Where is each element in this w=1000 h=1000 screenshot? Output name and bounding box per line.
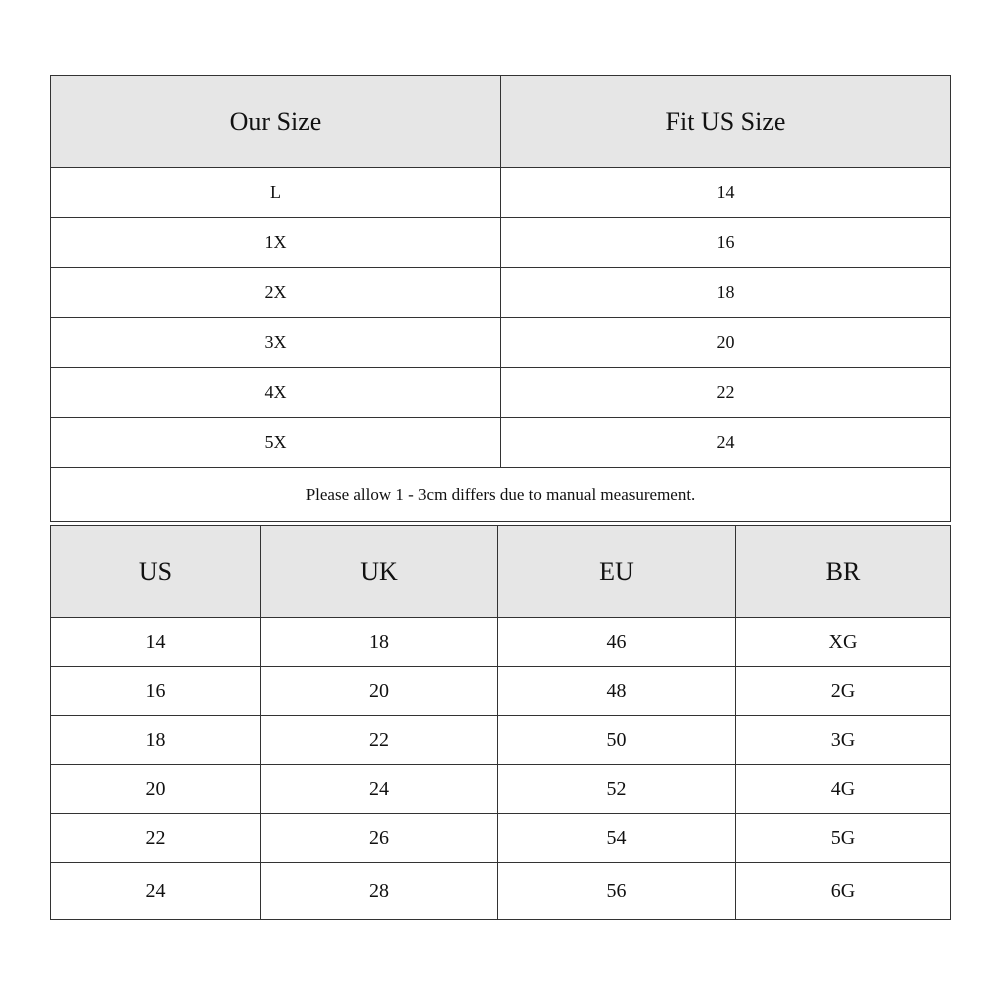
uk-cell: 24: [261, 765, 498, 814]
uk-cell: 26: [261, 814, 498, 863]
our-size-cell: L: [51, 168, 501, 218]
eu-cell: 46: [498, 618, 736, 667]
our-size-cell: 4X: [51, 368, 501, 418]
us-cell: 22: [51, 814, 261, 863]
header-fit-us-size: Fit US Size: [501, 76, 951, 168]
table-row: [51, 368, 951, 418]
eu-cell: 56: [498, 863, 736, 920]
header-eu: EU: [498, 526, 736, 618]
eu-cell: 50: [498, 716, 736, 765]
measurement-note: Please allow 1 - 3cm differs due to manual measurement.: [51, 468, 951, 522]
br-cell: 3G: [736, 716, 951, 765]
size-conversion-table: [50, 525, 951, 920]
us-cell: 16: [51, 667, 261, 716]
us-cell: 24: [51, 863, 261, 920]
size-table-header-row: [51, 76, 951, 168]
header-uk: UK: [261, 526, 498, 618]
size-fit-table: [50, 75, 951, 522]
our-size-cell: 2X: [51, 268, 501, 318]
uk-cell: 20: [261, 667, 498, 716]
table-row: [51, 814, 951, 863]
uk-cell: 22: [261, 716, 498, 765]
eu-cell: 54: [498, 814, 736, 863]
us-cell: 14: [51, 618, 261, 667]
eu-cell: 52: [498, 765, 736, 814]
fit-us-size-cell: 24: [501, 418, 951, 468]
fit-us-size-cell: 22: [501, 368, 951, 418]
br-cell: XG: [736, 618, 951, 667]
fit-us-size-cell: 18: [501, 268, 951, 318]
table-row: [51, 618, 951, 667]
table-row: [51, 168, 951, 218]
br-cell: 6G: [736, 863, 951, 920]
our-size-cell: 1X: [51, 218, 501, 268]
conversion-header-row: [51, 526, 951, 618]
br-cell: 4G: [736, 765, 951, 814]
table-row: [51, 268, 951, 318]
our-size-cell: 5X: [51, 418, 501, 468]
header-br: BR: [736, 526, 951, 618]
header-us: US: [51, 526, 261, 618]
br-cell: 2G: [736, 667, 951, 716]
fit-us-size-cell: 16: [501, 218, 951, 268]
us-cell: 18: [51, 716, 261, 765]
fit-us-size-cell: 14: [501, 168, 951, 218]
table-row: [51, 716, 951, 765]
table-row: [51, 765, 951, 814]
header-our-size: Our Size: [51, 76, 501, 168]
br-cell: 5G: [736, 814, 951, 863]
table-row: [51, 218, 951, 268]
us-cell: 20: [51, 765, 261, 814]
uk-cell: 28: [261, 863, 498, 920]
table-row: [51, 318, 951, 368]
uk-cell: 18: [261, 618, 498, 667]
eu-cell: 48: [498, 667, 736, 716]
table-row: [51, 863, 951, 920]
table-row: [51, 667, 951, 716]
our-size-cell: 3X: [51, 318, 501, 368]
note-row: [51, 468, 951, 522]
fit-us-size-cell: 20: [501, 318, 951, 368]
table-row: [51, 418, 951, 468]
